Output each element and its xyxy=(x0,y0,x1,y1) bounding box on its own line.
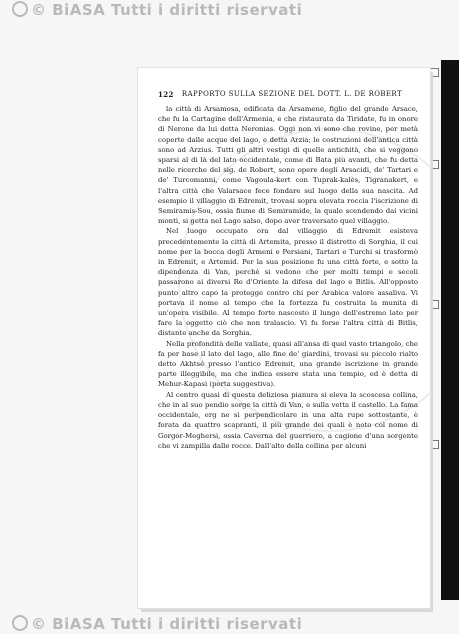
paragraph: Nella profondità delle vallate, quasi all'ansa di quel vasto triangolo, che fa per base il lato del lago, alle fine de' giardini, trovasi su piccolo rialto detto Akhtsé presso l'antico Edremit, una grande iscrizione in grande parte illeggibile, ma che indica essere stata una tempio, ed è detta di Mehur-Kapasi (porta suggestiva). xyxy=(158,339,418,389)
biasa-logo-icon xyxy=(12,615,28,631)
body-text xyxy=(158,104,418,451)
page-number: 122 xyxy=(158,90,174,99)
watermark-bottom: © BiASA Tutti i diritti riservati xyxy=(12,615,302,633)
binding-tab-icon xyxy=(430,160,439,169)
book-spine xyxy=(441,60,459,600)
paragraph: Nel luogo occupato ora dal villaggio di Edremit esisteva precedentemente la città di Artemita, presso il distretto di Sorghia, il cui nome per la bocca degli Armeni e Persiani, Tartari e Turchi si trasformò in Edremit, e Artemid. Per la sua posizione fu una città forte, e sotto la dipendenza di Van, perchè si vedono che per molti tempi e secoli passarono ai diversi Re d'Oriente la difesa del lago e Bitlis. All'opposto punto altro capo la protegge contro chi per Arabica valore assaliva. Vi portava il nome al tempo che la fortezza fu costruita la munita di un'opera visibile. Al tempo forte nascosto il lungo dell'estremo lato per fare la oggetto ciò che non tralascio. Vi fu forse l'altra città di Bitlis, distante anche da Sorghia. xyxy=(158,227,418,338)
binding-tab-icon xyxy=(430,300,439,309)
paragraph: la città di Arsamosa, edificata da Arsamene, figlio del grande Arsace, che fu la Cartagine dell'Armenia, e che ristaurata da Tiridate, fu in onore di Nerone da lui detta Neronias. Oggi non vi sono che rovine, per metà coperte dalle acque del lago, e detta Arzia; le costruzioni dell'antica città sono ad Arzius. Tutti gli altri vestigi di quelle antichità, che si veggono sparsi al di là del lato occidentale, come di Bata più avanti, che fu detta nelle ricerche del sig. de Robert, sono opere degli Arsacidi, de' Tartari e de' Turcomanni, come Vagoula-kert con Tuprak-kalès, Tigranakert, e l'altra città che Valarsace fece fondare sul luogo della sua nascita. Ad esempio il villaggio di Edremit, trovasi sopra elevata roccia l'iscrizione di Semiramis-Sou, ossia fiume di Semiramide, la quale scendendo dai vicini monti, si getta nel Lago salso, dopo aver traversato quel villaggio. xyxy=(158,105,418,226)
running-header xyxy=(158,90,416,99)
paragraph: Al centro quasi di questa deliziosa pianura si eleva la scoscesa collina, che in al suo pendio sorge la città di Van, e sulla vetta il castello. La fama occidentale, erg ne si perpendicolare in una alta rupe sottostante, è forata da quattro scapranti, il più grande dei quali è noto col nome di Gorgor-Meghersi, ossia Caverna del guerriero, a cagione d'una sorgente che vi zampilla dalle rocce. Dall'alto della collina per alcuni xyxy=(158,390,418,450)
book-page xyxy=(138,68,430,608)
running-head: RAPPORTO SULLA SEZIONE DEL DOTT. L. DE ROBERT xyxy=(181,90,403,98)
watermark-top: © BiASA Tutti i diritti riservati xyxy=(12,1,302,19)
binding-tab-icon xyxy=(430,68,439,77)
binding-tab-icon xyxy=(430,440,439,449)
biasa-logo-icon xyxy=(12,1,28,17)
